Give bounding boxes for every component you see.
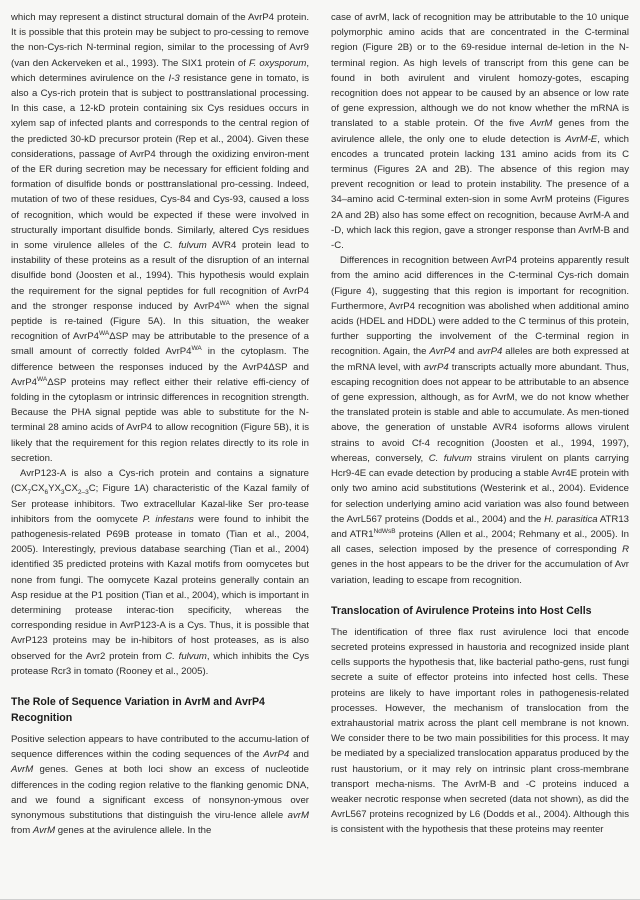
paragraph: AvrP123-A is also a Cys-rich protein and contains a signature ($CX_7CX_6YX_3CX_{2-3}C$; Figure 1A) characteristic of the Kazal family of Ser protease inhibitors. Two extracellular Kazal-like Ser pro-tease inhibitors from the oomycete P. infestans were found to inhibit the pathogenesis-related P69B protease in tomato (Tian et al., 2004, 2005). Interestingly, previous database searching (Tian et al., 2004) identified 35 predicted proteins with Kazal motifs from oomycetes but none from fungi. The oomycete Kazal proteins generally contain an Asp residue at the P1 position (Tian et al., 2004), which is important in determining protease interac-tion specificity, whereas the corresponding residue in AvrP123-A is a Cys. Thus, it is possible that AvrP123 proteins may be in-hibitors of host proteases, as is also observed for the Avr2 protein from C. fulvum, which inhibits the Cys protease Rcr3 in tomato (Rooney et al., 2005). <box>11 468 309 677</box>
left-column <box>11 10 309 838</box>
section-heading: The Role of Sequence Variation in AvrM and AvrP4 Recognition <box>11 695 265 724</box>
paragraph: which may represent a distinct structural domain of the AvrP4 protein. It is possible that this protein may be subject to pro-cessing to remove the non-Cys-rich N-terminal region, similar to the processing of Avr9 (van den Ackerveken et al., 1993). The SIX1 protein of F. oxysporum, which determines avirulence on the I-3 resistance gene in tomato, is also a Cys-rich protein that is subject to posttranslational processing. In this case, a 12-kD protein containing six Cys residues occurs in xylem sap of infected plants and corresponds to the central region of the predicted 30-kD precursor protein (Rep et al., 2004). Given these considerations, passage of AvrP4 through the oxidizing environ-ment of the ER during secretion may be necessary for efficient folding and formation of disulfide bonds or posttranslational pro-cessing. Indeed, mutation of two of these residues, Cys-84 and Cys-93, caused a loss of recognition, which would be expected if these were involved in structurally important disulfide bonds. Similarly, altered Cys residues in some virulence alleles of the C. fulvum AVR4 protein lead to instability of these proteins as a result of the disruption of an internal disulfide bond (Joosten et al., 1994). This hypothesis would explain the requirement for the signal peptides for full recognition of AvrP4 and the stronger response induced by $AvrP4^{WA}$ when the signal peptide is re-tained (Figure 5A). In this situation, the weaker recognition of $AvrP4^{WA}\Delta SP$ may be attributable to the presence of a small amount of correctly folded $AvrP4^{WA}$ in the cytoplasm. The difference between the responses induced by the AvrP4ΔSP and $AvrP4^{WA}\Delta SP$ proteins may reflect either their relative effi-ciency of folding in the cytoplasm or intrinsic differences in recognition strength. Because the PHA signal peptide was able to substitute for the N-terminal 28 amino acids of AvrP4 to allow recognition (Figure 5B), it is likely that the requirement for this region relates directly to its role in secretion. <box>11 12 310 464</box>
spacer <box>331 588 629 603</box>
paragraph: The identification of three flax rust avirulence loci that encode secreted proteins expressed in haustoria and recognized inside plant cells supports the hypothesis that, like bacterial patho-gens, rust fungi secrete a suite of effector proteins into infected host cells. These proteins are likely to have important roles in pathogenesis-related processes. However, the mechanism of translocation from the extrahaustorial matrix across the plant cell membrane is not known. We consider there to be two main possibilities for this process. It may be mediated by a specialized translocation apparatus produced by the rust haustorium, or it may rely on intrinsic plant cross-membrane transport mecha-nisms. The AvrM-B and -C proteins induced a weaker necrotic response when secreted (data not shown), as did the AvrL567 proteins recognized by L6 (Dodds et al., 2004). Although this is consistent with the hypothesis that these proteins may reenter <box>331 626 629 836</box>
paragraph: case of avrM, lack of recognition may be attributable to the 10 unique polymorphic amino acids that are concentrated in the C-terminal region (Figure 2B) or to the 69-residue internal de-letion in the N-terminal region. As high levels of transcript from this gene can be found in both avirulent and virulent homozy-gotes, escaping recognition does not appear to be caused by an absence or low rate of gene expression, although we do not know whether the mRNA is translated to a stable protein. Of the five AvrM genes from the avirulence allele, the only one to elude detection is AvrM-E, which encodes a truncated protein lacking 131 amino acids from its C terminus (Figures 2A and 2B). The absence of this region may prevent recognition or lead to protein instability. The presence of a 34–amino acid C-terminal exten-sion in some AvrM proteins (Figures 2A and 2B) also has some effect on recognition, because AvrM-A and -D, which lack this region, gave a stronger response than AvrM-B and -C. <box>331 12 630 252</box>
right-column <box>331 10 629 838</box>
paragraph: Positive selection appears to have contributed to the accumu-lation of sequence differences within the coding sequences of the AvrP4 and AvrM genes. Genes at both loci show an excess of nucleotide differences in the coding region relative to the flanking genomic DNA, and we found a significant excess of nonsynon-ymous over synonymous substitutions that distinguish the viru-lence allele avrM from AvrM genes at the avirulence allele. In the <box>11 733 309 837</box>
section-heading: Translocation of Avirulence Proteins into Host Cells <box>331 604 592 617</box>
paragraph: Differences in recognition between AvrP4 proteins apparently result from the amino acid differences in the C-terminal Cys-rich domain (Figure 4), suggesting that this region is important for recognition. Furthermore, AvrP4 recognition was abolished when additional amino acids (HDEL and HDDL) were added to the C terminus of this protein, further supporting the involvement of the C-terminal region in recognition. Again, the AvrP4 and avrP4 alleles are both expressed at the mRNA level, with avrP4 transcripts actually more abundant. Thus, escaping recognition does not appear to be attributable to an absence of gene expression, although, as for AvrM, we do not know whether the translated protein is stable and able to accumulate. As men-tioned above, the generation of unstable AVR4 isoforms allows virulent strains to avoid Cf-4 recognition (Joosten et al., 1994, 1997), whereas, conversely, C. fulvum strains virulent on plants carrying Hcr9-4E can evade detection by producing a stable Avr4E protein with only two amino acid substitutions (Westerink et al., 2004). Evidence for selection underlying amino acid variation was also found between the AvrL567 proteins (Dodds et al., 2004) and the H. parasitica ATR13 and $ATR1^{NdWsB}$ proteins (Allen et al., 2004; Rehmany et al., 2005). In all cases, selection imposed by the presence of corresponding R genes in the host appears to be the driver for the accumulation of Avr variation, leading to escape from recognition. <box>331 255 630 586</box>
spacer <box>11 679 309 694</box>
